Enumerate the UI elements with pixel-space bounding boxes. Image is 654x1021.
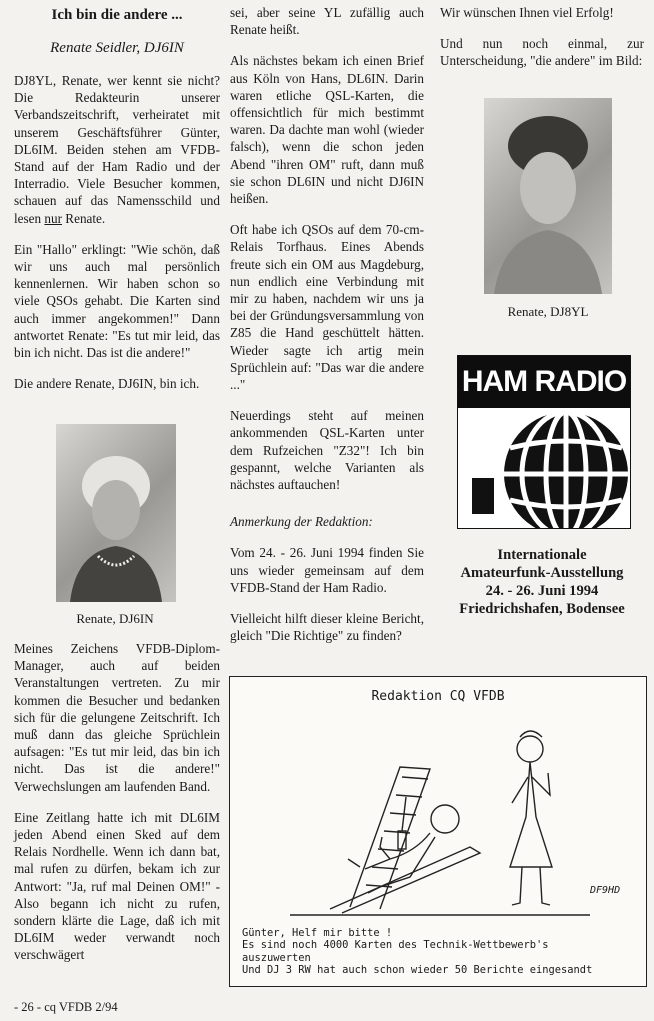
paragraph xyxy=(14,72,220,227)
paragraph: Und nun noch einmal, zur Unterscheidung, "die andere" im Bild: xyxy=(440,36,644,69)
portrait-illustration xyxy=(484,98,612,294)
paragraph: Oft habe ich QSOs auf dem 70-cm-Relais Torfhaus. Eines Abends freute sich ein OM aus Magdeburg, nun endlich eine Verbindung mit mir zu haben, nachdem wir uns ja bei der Gründungsversammlung von Z85 die Hand geschüttelt hätten. Wieder sagte ich artig mein Sprüchlein auf: "Das war die andere ..." xyxy=(230,222,424,393)
caption-line: auszuwerten xyxy=(242,951,311,964)
paragraph: Meines Zeichens VFDB-Diplom-Manager, auch auf beiden Veranstaltungen vertreten. Zu mir kommen die Besucher und bedanken sich für die gelungene Zeitschrift. Ich muß dann das gleiche Sprüchlein aufsagen: "Es tut mir leid, das bin ich nicht. Das ist die andere!" Verwechslungen am laufenden Band. xyxy=(14,641,220,794)
logo-text: HAM RADIO xyxy=(461,365,627,398)
caption-line: Günter, Helf mir bitte ! xyxy=(242,927,393,939)
article-column-1-lower xyxy=(14,640,220,978)
article-column-1 xyxy=(14,6,220,406)
editor-note-heading: Anmerkung der Redaktion: xyxy=(230,514,373,530)
photo-renate-dj6in xyxy=(56,424,176,602)
article-author: Renate Seidler, DJ6IN xyxy=(50,40,184,56)
article-column-2 xyxy=(230,4,424,659)
caption-line: Es sind noch 4000 Karten des Technik-Wettbewerb's xyxy=(242,939,549,952)
paragraph: Ein "Hallo" erklingt: "Wie schön, daß wir uns auch mal persönlich kennenlernen. Wir haben schon so viele QSOs gehabt. Die Karten sind auch immer angekommen!" Dann antwortet Renate: "Es tut mir leid, das bin ich nicht. Das ist die andere!" xyxy=(14,241,220,361)
photo-renate-dj8yl xyxy=(484,98,612,294)
cartoon-title: Redaktion CQ VFDB xyxy=(371,689,505,704)
paragraph-text: DJ8YL, Renate, wer kennt sie nicht? Die Redakteurin unserer Verbandszeitschrift, verheiratet mit unserem Geschäftsführer Günter, DL6IM. Beiden stehen am VFDB-Stand auf der Ham Radio und der Interradio. Viele Besucher kommen, schauen auf das Namensschild und lesen xyxy=(14,73,220,226)
paragraph-text: Renate. xyxy=(62,210,106,226)
cartoon-box xyxy=(229,676,647,987)
article-column-3 xyxy=(440,4,644,84)
paragraph: Neuerdings steht auf meinen ankommenden QSL-Karten unter dem Rufzeichen "Z32"! Ich bin gespannt, welche Varianten als nächstes auftauchen! xyxy=(230,408,424,493)
cartoon-drawing xyxy=(230,677,646,927)
event-dates: 24. - 26. Juni 1994 xyxy=(485,583,599,599)
cartoon-signature: DF9HD xyxy=(590,885,621,896)
paragraph: Wir wünschen Ihnen viel Erfolg! xyxy=(440,5,614,20)
page-footer: - 26 - cq VFDB 2/94 xyxy=(14,1000,118,1014)
event-location: Friedrichshafen, Bodensee xyxy=(459,601,625,617)
event-info xyxy=(440,546,644,618)
cartoon-caption xyxy=(242,927,642,977)
paragraph: Vielleicht hilft dieser kleine Bericht, gleich "Die Richtige" zu finden? xyxy=(230,611,424,644)
article-title: Ich bin die andere ... xyxy=(51,7,183,23)
event-line: Internationale xyxy=(497,547,587,563)
caption-line: Und DJ 3 RW hat auch schon wieder 50 Berichte eingesandt xyxy=(242,964,593,977)
globe-icon xyxy=(458,356,630,528)
ham-radio-logo xyxy=(457,355,631,529)
portrait-illustration xyxy=(56,424,176,602)
paragraph: Die andere Renate, DJ6IN, bin ich. xyxy=(14,376,200,392)
paragraph: sei, aber seine YL zufällig auch Renate heißt. xyxy=(230,5,424,38)
paragraph: Eine Zeitlang hatte ich mit DL6IM jeden Abend einen Sked auf dem Relais Nordhelle. Wenn ich dann bat, mal rufen zu dürfen, bekam ich zur Antwort: "Ja, ruf mal Deinen OM!" - Also begann ich nicht zu rufen, sondern klärte die Lage, daß ich mit DL6IM weder verwandt noch verschwägert xyxy=(14,809,220,963)
paragraph: Vom 24. - 26. Juni 1994 finden Sie uns wieder gemeinsam auf dem VFDB-Stand der Ham Radio. xyxy=(230,545,424,595)
underlined-word: nur xyxy=(44,210,62,226)
event-line: Amateurfunk-Ausstellung xyxy=(460,565,624,581)
photo-caption: Renate, DJ6IN xyxy=(76,611,154,626)
photo-caption: Renate, DJ8YL xyxy=(507,304,589,319)
paragraph: Als nächstes bekam ich einen Brief aus Köln von Hans, DL6IN. Darin waren etliche QSL-Karten, die offensichtlich für mich bestimmt waren. Da dachte man wohl (wieder falsch), wenn die schon jeden Abend "ihren OM" ruft, dann muß sie schon DL6IN und nicht DJ6IN heißen. xyxy=(230,53,424,207)
